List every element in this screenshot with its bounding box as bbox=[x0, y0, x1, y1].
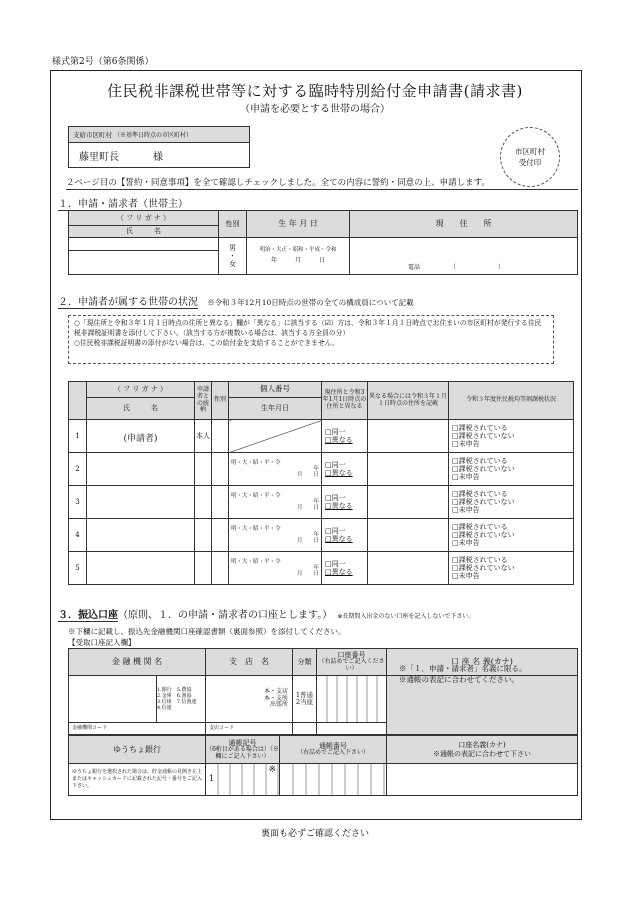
household-row-ymd: 年 月 日 bbox=[296, 498, 319, 512]
household-row-no: 4 bbox=[69, 519, 87, 552]
household-row-diffaddr[interactable] bbox=[368, 420, 449, 453]
holder-note-1: ※「１．申請・請求者」名義に限る。 bbox=[399, 664, 527, 673]
tax-option-untaxed[interactable]: □課税されていない bbox=[452, 497, 515, 506]
household-row-same[interactable] bbox=[322, 519, 368, 552]
household-row-gender[interactable] bbox=[212, 552, 229, 585]
household-row-gender[interactable] bbox=[212, 420, 229, 453]
bank-table bbox=[68, 648, 578, 735]
section2-note-2: ○住民税非課税証明書の添付がない場合は、この給付金を支給することができません。 bbox=[74, 338, 339, 347]
section2-note-1: ○「現住所と令和３年１月１日時点の住所と異なる」欄が「異なる」に該当する（☑）方は、令和３年１月１日時点でお住まいの市区町村が発行する住民税非課税証明書を添付して下さい。（該当する方が複数いる場合は、該当する方全員の分） bbox=[74, 319, 542, 337]
household-row-same[interactable] bbox=[322, 552, 368, 585]
household-row bbox=[69, 420, 574, 453]
household-row-name[interactable]: (申請者) bbox=[87, 420, 195, 453]
applicant-gender-field[interactable]: 男 ・ 女 bbox=[219, 238, 247, 275]
household-relation-header: 申請者との続柄 bbox=[195, 382, 212, 420]
tsucho-kigo-note: （6桁目がある場合は）（※欄にご記入下さい） bbox=[206, 745, 279, 760]
tax-option-undeclared[interactable]: □未申告 bbox=[452, 572, 480, 581]
household-row-no: 3 bbox=[69, 486, 87, 519]
household-row-name[interactable] bbox=[87, 552, 195, 585]
section3-heading-note: ※長期間入出金のない口座を記入しないで下さい。 bbox=[337, 613, 475, 620]
same-checkbox[interactable]: □同一 bbox=[325, 559, 346, 568]
acct-number-field[interactable] bbox=[317, 676, 387, 723]
section2-notes bbox=[68, 315, 554, 364]
tsucho-kigo-field[interactable] bbox=[206, 764, 280, 796]
yucho-holder-title: 口座名義(カナ) bbox=[458, 741, 506, 750]
household-row bbox=[69, 486, 574, 519]
yucho-holder-header bbox=[387, 736, 578, 764]
section3-instruction: ※下欄に記載し、振込先金融機関口座確認書類（裏面参照）を添付してください。 bbox=[68, 627, 346, 636]
recipient-name: 藤里町長 bbox=[79, 152, 119, 163]
household-diffaddr-header: 異なる場合には令和３年１月１日時点の住所を記載 bbox=[368, 382, 449, 420]
household-row-era: 明・大・昭・平・令 bbox=[231, 558, 281, 565]
recipient-box bbox=[68, 126, 250, 168]
applicant-era-options: 明治・大正・昭和・平成・令和 bbox=[259, 247, 337, 254]
applicant-name-header: 氏 名 bbox=[69, 226, 219, 238]
section2-heading: ２．申請者が属する世帯の状況 bbox=[58, 297, 198, 308]
page-title: 住民税非課税世帯等に対する臨時特別給付金申請書(請求書) bbox=[107, 82, 523, 100]
household-row-diffaddr[interactable] bbox=[368, 552, 449, 585]
applicant-address-field[interactable] bbox=[350, 238, 578, 275]
recipient-honorific: 様 bbox=[153, 152, 163, 163]
household-dob-header: 生年月日 bbox=[229, 398, 322, 420]
holder-notes bbox=[399, 664, 527, 685]
diff-checkbox[interactable]: □異なる bbox=[325, 502, 353, 510]
acct-number-title: 口座番号 bbox=[337, 651, 366, 660]
household-row-same[interactable] bbox=[322, 486, 368, 519]
pledge-text: ２ページ目の【誓約・同意事項】を全て確認しチェックしました。全ての内容に誓約・同意の上、申請します。 bbox=[66, 176, 578, 190]
household-row-relation[interactable] bbox=[195, 486, 212, 519]
household-row-no: 2 bbox=[69, 453, 87, 486]
bank-name-header: 金 融 機 関 名 bbox=[69, 649, 206, 676]
household-gender-header: 性別 bbox=[212, 382, 229, 420]
diff-checkbox[interactable]: □異なる bbox=[325, 469, 353, 477]
recipient-header bbox=[69, 127, 249, 143]
tax-option-untaxed[interactable]: □課税されていない bbox=[452, 464, 515, 473]
holder-header: 口 座 名 義(カナ) bbox=[387, 649, 578, 676]
kind-options[interactable]: 1普通 2当座 bbox=[293, 676, 317, 723]
household-row-no: 1 bbox=[69, 420, 87, 453]
household-row-name[interactable] bbox=[87, 519, 195, 552]
household-row-ymd: 年 月 日 bbox=[296, 465, 319, 479]
recipient-note: （※基準日時点の市区町村） bbox=[114, 132, 193, 139]
holder-note-2: ※通帳の表記に合わせてください。 bbox=[399, 674, 519, 684]
diff-checkbox[interactable]: □異なる bbox=[325, 568, 353, 576]
footer-note: 裏面も必ずご確認ください bbox=[260, 829, 369, 839]
household-mynumber-header: 個人番号 bbox=[229, 382, 322, 398]
household-table bbox=[68, 381, 574, 585]
section3-tag: 【受取口座記入欄】 bbox=[68, 638, 136, 647]
tsucho-bango-title: 通帳番号 bbox=[319, 742, 347, 751]
household-row-dob[interactable] bbox=[229, 453, 322, 486]
household-row-relation[interactable] bbox=[195, 519, 212, 552]
household-row-diffaddr[interactable] bbox=[368, 486, 449, 519]
branch-name-header: 支 店 名 bbox=[206, 649, 293, 676]
household-tax-header: 令和３年度住民税均等割課税状況 bbox=[449, 382, 574, 420]
household-row-gender[interactable] bbox=[212, 486, 229, 519]
tsucho-kigo-header bbox=[206, 736, 280, 764]
tax-option-undeclared[interactable]: □未申告 bbox=[452, 506, 480, 515]
section3-heading: ３．振込口座 bbox=[58, 610, 118, 621]
household-row-same[interactable] bbox=[322, 453, 368, 486]
acct-number-header bbox=[317, 649, 387, 676]
yucho-holder-note: ※通帳の表記に合わせて下さい bbox=[433, 749, 531, 758]
household-row-era: 明・大・昭・平・令 bbox=[231, 459, 281, 466]
household-row-name[interactable] bbox=[87, 453, 195, 486]
bank-code-field[interactable]: 金融機関コード bbox=[69, 723, 206, 735]
yucho-header: ゆうちょ銀行 bbox=[69, 736, 206, 764]
tax-option-untaxed[interactable]: □課税されていない bbox=[452, 530, 515, 539]
tax-option-taxed[interactable]: □課税されている bbox=[452, 456, 508, 465]
household-row-name[interactable] bbox=[87, 486, 195, 519]
tsucho-bango-header bbox=[280, 736, 387, 764]
household-row bbox=[69, 453, 574, 486]
tax-option-untaxed[interactable]: □課税されていない bbox=[452, 431, 515, 440]
form-number: 様式第2号（第6条関係） bbox=[52, 57, 154, 67]
household-row-tax[interactable] bbox=[449, 420, 574, 453]
tsucho-kigo-title: 通帳記号 bbox=[228, 738, 257, 747]
household-row-era: 明・大・昭・平・令 bbox=[231, 525, 281, 532]
yucho-holder-field[interactable] bbox=[387, 764, 578, 796]
same-checkbox[interactable]: □同一 bbox=[325, 493, 346, 502]
household-row-dob[interactable] bbox=[229, 552, 322, 585]
tax-option-taxed[interactable]: □課税されている bbox=[452, 522, 508, 531]
applicant-ymd: 年 月 日 bbox=[270, 256, 325, 264]
tax-option-undeclared[interactable]: □未申告 bbox=[452, 473, 480, 482]
stamp-line2: 受付印 bbox=[518, 158, 542, 167]
same-checkbox[interactable]: □同一 bbox=[325, 427, 346, 436]
stamp-line1: 市区町村 bbox=[515, 146, 545, 156]
branch-code-field[interactable]: 支店コード bbox=[206, 723, 293, 735]
branch-name-field[interactable]: 本・支店 本・支所 出張所 bbox=[206, 676, 293, 723]
household-row-relation[interactable] bbox=[195, 453, 212, 486]
tax-option-taxed[interactable]: □課税されている bbox=[452, 489, 508, 498]
tsucho-bango-note: （右詰めでご記入下さい） bbox=[296, 749, 369, 757]
household-row-dob bbox=[229, 420, 322, 453]
same-checkbox[interactable]: □同一 bbox=[325, 526, 346, 535]
household-row-relation[interactable] bbox=[195, 552, 212, 585]
household-row-gender[interactable] bbox=[212, 519, 229, 552]
recipient-label: 支給市区町村 bbox=[73, 131, 112, 139]
tax-option-undeclared[interactable]: □未申告 bbox=[452, 539, 480, 548]
household-row-ymd: 年 月 日 bbox=[296, 531, 319, 545]
household-row-tax[interactable] bbox=[449, 453, 574, 486]
applicant-phone-paren: （ ） bbox=[449, 264, 504, 272]
household-row-no: 5 bbox=[69, 552, 87, 585]
bank-name-field[interactable] bbox=[69, 676, 157, 723]
household-furigana-header: （ フ リ ガ ナ ） bbox=[87, 382, 195, 398]
page-subtitle: （申請を必要とする世帯の場合） bbox=[240, 104, 390, 115]
acct-number-sub: （右詰めでご記入ください） bbox=[318, 658, 385, 673]
household-row-tax[interactable] bbox=[449, 486, 574, 519]
section3-heading-row bbox=[58, 606, 474, 621]
household-row-ymd: 年 月 日 bbox=[296, 564, 319, 578]
household-sameaddr-header: 現住所と令和3年1月1日時点の住所と異なる bbox=[322, 382, 368, 420]
household-row-diffaddr[interactable] bbox=[368, 453, 449, 486]
applicant-phone-label: 電話 bbox=[408, 264, 421, 272]
applicant-furigana-field[interactable] bbox=[69, 238, 219, 251]
section1-heading: １．申請・請求者（世帯主） bbox=[58, 195, 188, 211]
applicant-name-field[interactable] bbox=[69, 251, 219, 275]
section2-heading-note: ※令和３年12月10日時点の世帯の全ての構成員について記載 bbox=[207, 298, 414, 307]
section3-heading-cont: （原則、１．の申請・請求者の口座とします。） bbox=[118, 610, 333, 621]
household-row-gender[interactable] bbox=[212, 453, 229, 486]
household-row bbox=[69, 552, 574, 585]
kigo-first-digit: 1 bbox=[209, 774, 215, 783]
household-row bbox=[69, 519, 574, 552]
tsucho-bango-field[interactable] bbox=[280, 764, 387, 796]
applicant-dob-field[interactable] bbox=[247, 238, 350, 275]
bank-type-options[interactable]: 1.銀行 5.農協 2.金庫 6.漁協 3.信組 7.信漁連 4.信連 bbox=[157, 676, 206, 723]
household-row-same[interactable] bbox=[322, 420, 368, 453]
applicant-gender-header: 性別 bbox=[219, 211, 247, 238]
same-checkbox[interactable]: □同一 bbox=[325, 460, 346, 469]
tax-option-taxed[interactable]: □課税されている bbox=[452, 423, 508, 432]
yucho-table bbox=[68, 735, 578, 796]
tax-option-undeclared[interactable]: □未申告 bbox=[452, 440, 480, 449]
tax-option-untaxed[interactable]: □課税されていない bbox=[452, 563, 515, 572]
applicant-dob-header: 生 年 月 日 bbox=[247, 211, 350, 238]
household-row-dob[interactable] bbox=[229, 486, 322, 519]
applicant-furigana-header: （ フ リ ガ ナ ） bbox=[69, 211, 219, 226]
household-row-era: 明・大・昭・平・令 bbox=[231, 492, 281, 499]
section2-heading-row bbox=[58, 293, 414, 308]
applicant-address-header: 現 住 所 bbox=[350, 211, 578, 238]
kome-mark: ※ bbox=[268, 765, 276, 775]
household-row-relation[interactable]: 本人 bbox=[195, 420, 212, 453]
tax-option-taxed[interactable]: □課税されている bbox=[452, 555, 508, 564]
diff-checkbox[interactable]: □異なる bbox=[325, 436, 353, 444]
household-row-tax[interactable] bbox=[449, 552, 574, 585]
household-name-header: 氏 名 bbox=[87, 398, 195, 420]
household-row-dob[interactable] bbox=[229, 519, 322, 552]
household-row-diffaddr[interactable] bbox=[368, 519, 449, 552]
yucho-note: ゆうちょ銀行を選択された場合は、貯金通帳の見開き左上またはキャッシュカードに記載された記号・番号をご記入下さい。 bbox=[69, 764, 206, 796]
applicant-table bbox=[68, 210, 578, 275]
diff-checkbox[interactable]: □異なる bbox=[325, 535, 353, 543]
kind-header: 分類 bbox=[293, 649, 317, 676]
household-row-tax[interactable] bbox=[449, 519, 574, 552]
